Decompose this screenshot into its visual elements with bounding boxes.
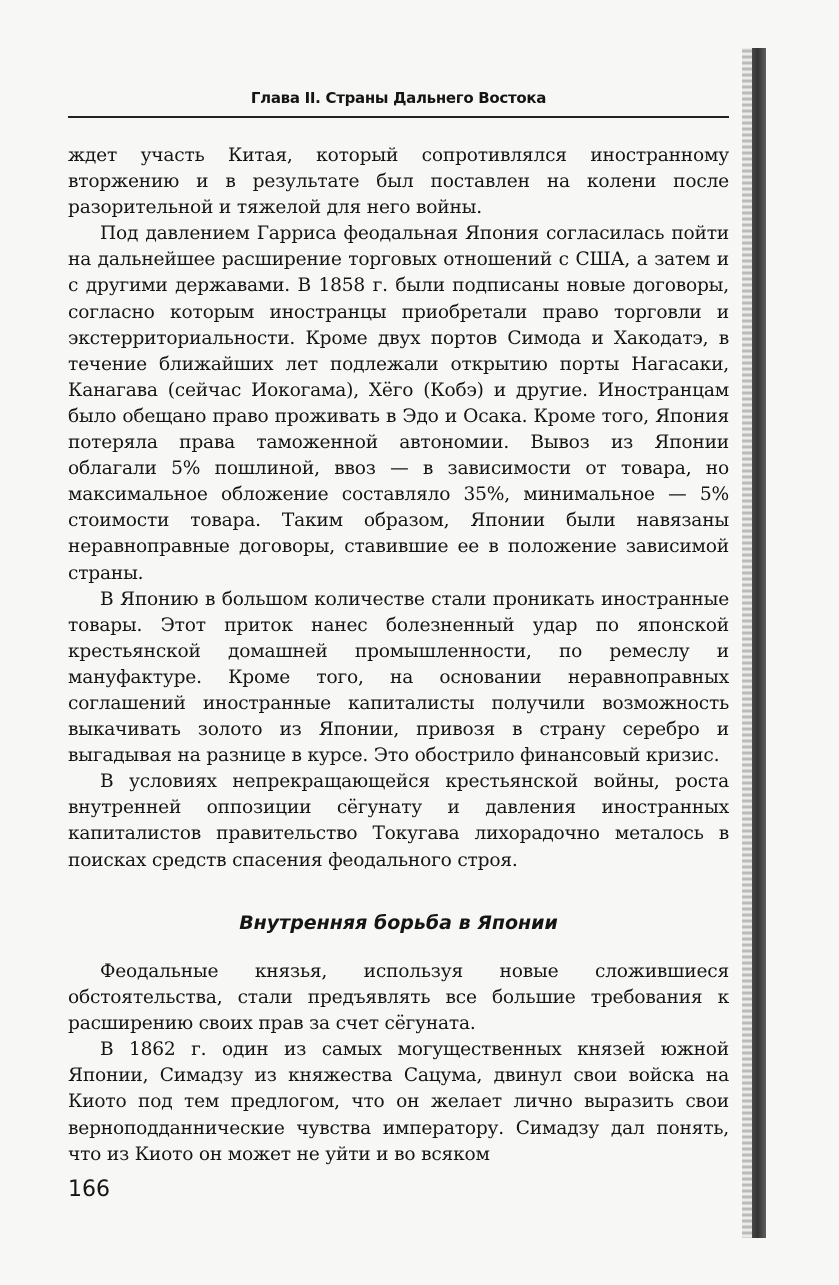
header-rule <box>68 116 729 118</box>
paragraph: В 1862 г. один из самых могущественных князей южной Японии, Симадзу из княжества Сацума, двинул свои войска на Киото под тем предлогом, что он желает лично выразить свои верноподданнические чувства императору. Симадзу дал понять, что из Киото он может не уйти и во всяком <box>68 1039 729 1165</box>
paragraph: Под давлением Гарриса феодальная Япония согласилась пойти на дальнейшее расширение торговых отношений с США, а затем и с другими державами. В 1858 г. были подписаны новые договоры, согласно которым иностранцы приобретали право торговли и экстерриториальности. Кроме двух портов Симода и Хакодатэ, в течение ближайших лет подлежали открытию порты Нагасаки, Канагава (сейчас Иокогама), Хёго (Кобэ) и другие. Иностранцам было обещано право проживать в Эдо и Осака. Кроме того, Япония потеряла права таможенной автономии. Вывоз из Японии облагали 5% пошлиной, ввоз — в зависимости от товара, но максимальное обложение составляло 35%, минимальное — 5% стоимости товара. Таким образом, Японии были навязаны неравноправные договоры, ставившие ее в положение зависимой страны. <box>68 223 729 584</box>
body-text-bottom <box>68 959 729 1168</box>
paragraph: В условиях непрекращающейся крестьянской войны, роста внутренней оппозиции сёгунату и давления иностранных капиталистов правительство Токугава лихорадочно металось в поисках средств спасения феодального строя. <box>68 771 729 871</box>
running-header: Глава II. Страны Дальнего Востока <box>250 89 547 107</box>
paragraph: Феодальные князья, используя новые сложившиеся обстоятельства, стали предъявлять все большие требования к расширению своих прав за счет сёгуната. <box>68 961 729 1035</box>
body-text-top <box>68 143 729 874</box>
page-edge-fringe <box>742 48 752 1238</box>
page-number: 166 <box>68 1177 110 1202</box>
section-heading: Внутренняя борьба в Японии <box>239 912 558 934</box>
paragraph: ждет участь Китая, который сопротивлялся иностранному вторжению и в результате был поставлен на колени после разорительной и тяжелой для него войны. <box>68 145 729 219</box>
paragraph: В Японию в большом количестве стали проникать иностранные товары. Этот приток нанес болезненный удар по японской крестьянской домашней промышленности, по ремеслу и мануфактуре. Кроме того, на основании неравноправных соглашений иностранные капиталисты получили возможность выкачивать золото из Японии, привозя в страну серебро и выгадывая на разнице в курсе. Это обострило финансовый кризис. <box>68 588 729 767</box>
page-edge-shadow <box>752 48 766 1238</box>
